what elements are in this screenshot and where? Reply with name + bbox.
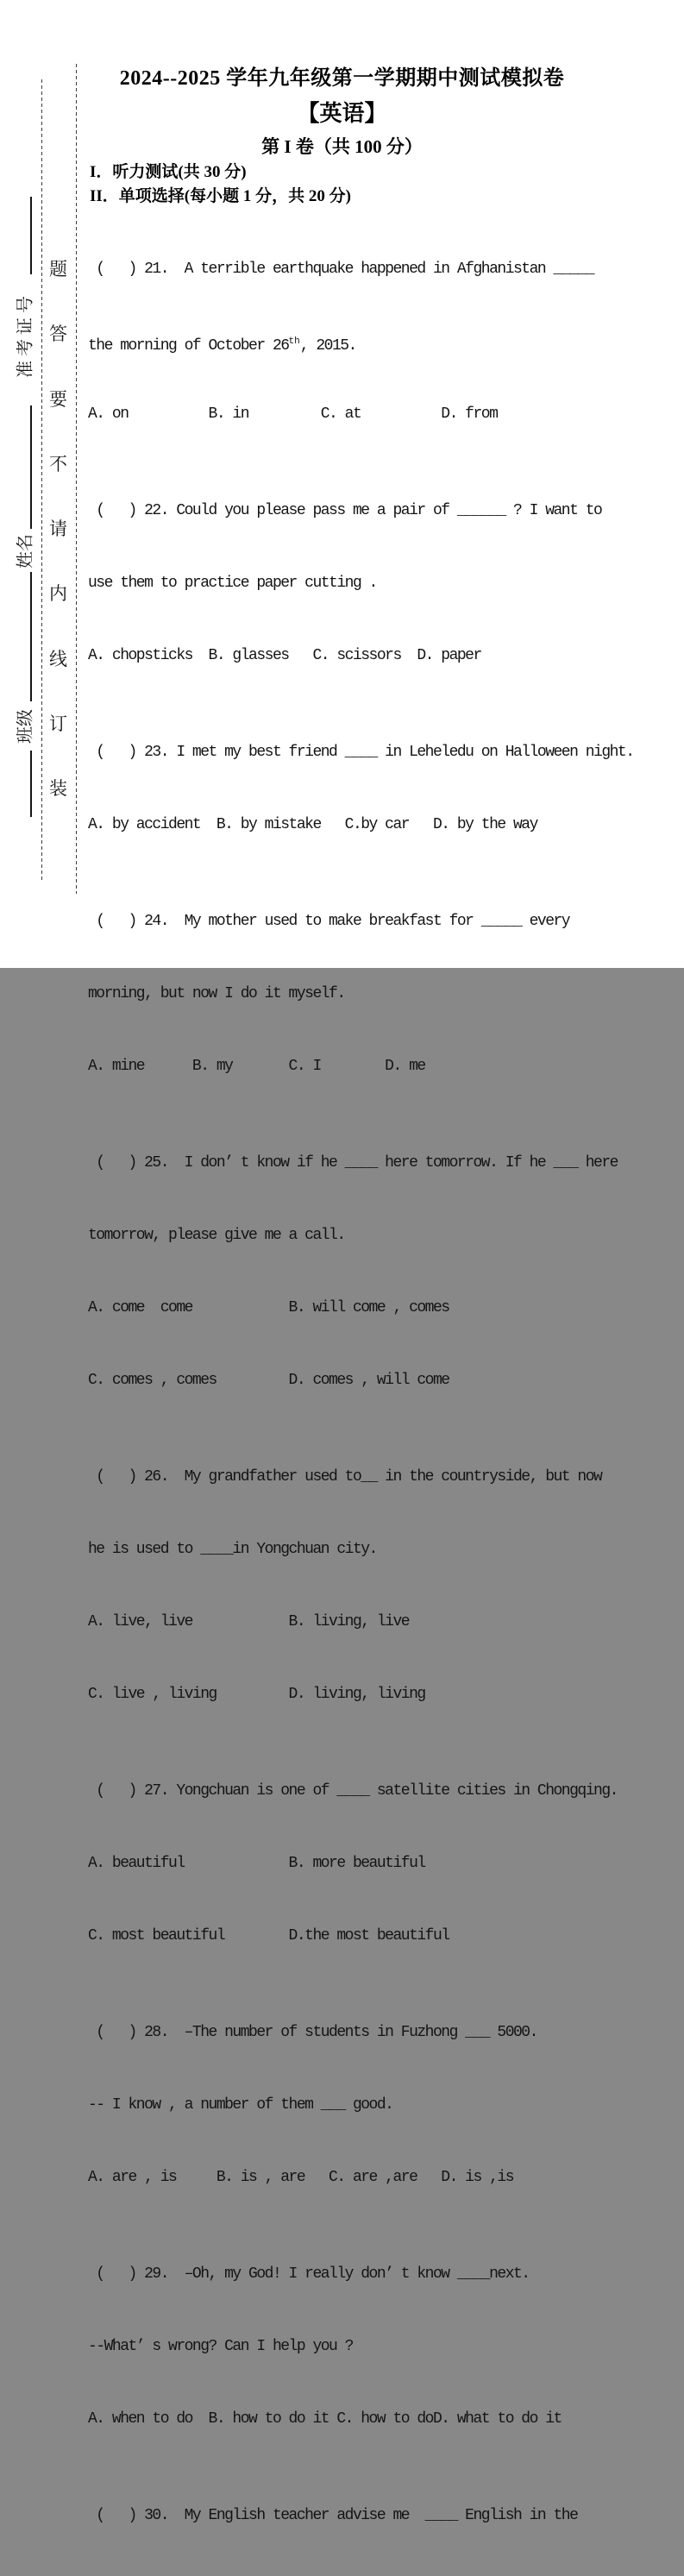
listening-part-header: I．听力测试(共 30 分) — [90, 163, 247, 181]
q24-stem-line2: morning, but now I do it myself. — [88, 985, 345, 1002]
q28-stem-line2: -- I know , a number of them ___ good. — [88, 2096, 393, 2114]
q26-stem-line1: ( ) 26. My grandfather used to__ in the countryside, but now — [88, 1468, 602, 1486]
exam-header — [0, 62, 684, 209]
q21-date-ordinal: th — [288, 336, 300, 347]
name-label: 姓名 — [16, 534, 35, 569]
binding-notice-char: 装 — [49, 778, 67, 799]
q25-stem-line1: ( ) 25. I don’ t know if he ____ here tomorrow. If he ___ here — [88, 1154, 618, 1172]
class-underline — [30, 572, 32, 701]
q27-options-line2: C. most beautiful D.the most beautiful — [88, 1927, 449, 1945]
q28-stem-line1: ( ) 28. –The number of students in Fuzhong ___ 5000. — [88, 2024, 537, 2041]
q25-options-line2: C. comes , comes D. comes , will come — [88, 1372, 449, 1389]
q29-stem-line1: ( ) 29. –Oh, my God! I really don’ t know ____next. — [88, 2265, 530, 2283]
q22-stem-line2: use them to practice paper cutting . — [88, 575, 377, 592]
q21-options: A. on B. in C. at D. from — [88, 405, 498, 423]
section-header: 第 I 卷（共 100 分） — [261, 136, 423, 157]
q26-stem-line2: he is used to ____in Yongchuan city. — [88, 1541, 377, 1558]
q23-options: A. by accident B. by mistake C.by car D. by the way — [88, 816, 537, 833]
exam-number-label: 准考证号 — [16, 292, 35, 378]
binding-notice-char: 要 — [49, 388, 67, 410]
q26-options-line1: A. live, live B. living, live — [88, 1613, 410, 1630]
binding-notice-char: 答 — [49, 324, 67, 345]
page-title: 2024--2025 学年九年级第一学期期中测试模拟卷 — [119, 67, 565, 90]
q22-stem-line1: ( ) 22. Could you please pass me a pair of ______ ? I want to — [88, 502, 602, 519]
binding-notice-char: 订 — [49, 713, 67, 734]
multiple-choice-part-header: II．单项选择(每小题 1 分，共 20 分) — [90, 187, 351, 205]
q24-stem-line1: ( ) 24. My mother used to make breakfast for _____ every — [88, 913, 570, 930]
binding-notice-char: 题 — [49, 259, 67, 280]
subject-title: 【英语】 — [297, 101, 387, 126]
name-underline — [30, 405, 32, 529]
q25-options-line1: A. come come B. will come , comes — [88, 1299, 449, 1316]
binding-notice-char: 请 — [49, 518, 67, 539]
q23-stem-line1: ( ) 23. I met my best friend ____ in Leheledu on Halloween night. — [88, 744, 634, 761]
question-list — [88, 209, 634, 2576]
q30-stem-line1: ( ) 30. My English teacher advise me ____ English in the — [88, 2507, 578, 2524]
binding-notice-char: 内 — [49, 583, 67, 605]
q27-options-line1: A. beautiful B. more beautiful — [88, 1855, 425, 1872]
q24-options: A. mine B. my C. I D. me — [88, 1058, 425, 1075]
bottom-underline — [30, 751, 32, 817]
q27-stem-line1: ( ) 27. Yongchuan is one of ____ satellite cities in Chongqing. — [88, 1782, 618, 1800]
q21-stem-line2 — [88, 330, 634, 354]
q28-options: A. are , is B. is , are C. are ,are D. is ,is — [88, 2169, 513, 2186]
binding-notice-char: 线 — [49, 648, 67, 669]
q22-options: A. chopsticks B. glasses C. scissors D. paper — [88, 647, 481, 664]
q21-date-pre: the morning of October 26 — [88, 337, 289, 355]
binding-notice-char: 不 — [49, 453, 67, 474]
q29-options: A. when to do B. how to do it C. how to doD. what to do it — [88, 2410, 562, 2428]
q21-stem-line1: ( ) 21. A terrible earthquake happened in Afghanistan _____ — [88, 261, 594, 278]
q26-options-line2: C. live , living D. living, living — [88, 1686, 425, 1703]
q29-stem-line2: --What’ s wrong? Can I help you ? — [88, 2338, 353, 2355]
binding-notice — [47, 255, 70, 801]
class-label: 班级 — [16, 709, 35, 744]
q25-stem-line2: tomorrow, please give me a call. — [88, 1227, 345, 1244]
q21-date-post: , 2015. — [299, 337, 356, 355]
